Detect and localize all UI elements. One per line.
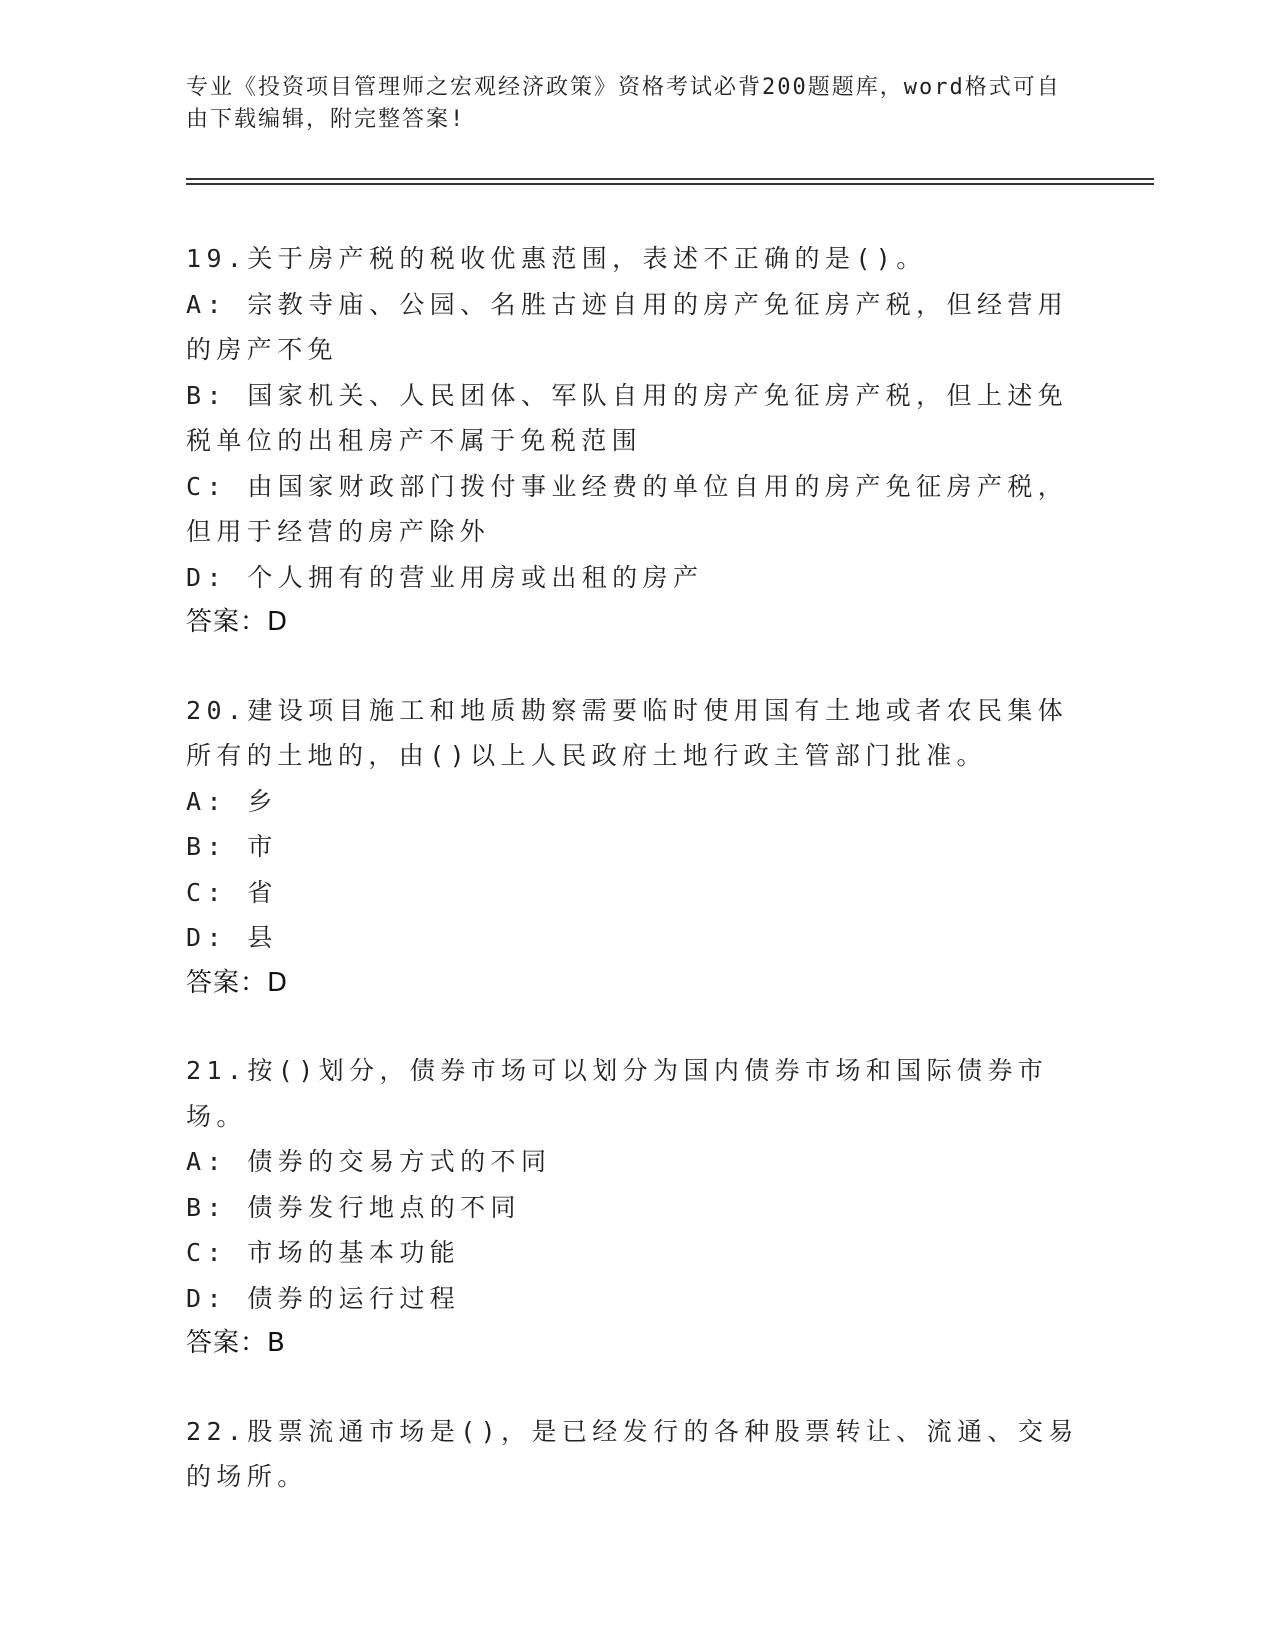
option-b: B: 债券发行地点的不同 (186, 1192, 521, 1222)
option-a: A: 宗教寺庙、公园、名胜古迹自用的房产免征房产税，但经营用的房产不免 (186, 289, 1069, 364)
option-c: C: 由国家财政部门拨付事业经费的单位自用的房产免征房产税，但用于经营的房产除外 (186, 471, 1069, 546)
answer-line: 答案：D (186, 967, 289, 998)
question-19 (186, 236, 1086, 646)
header-divider-bottom (186, 183, 1154, 185)
option-d: D: 个人拥有的营业用房或出租的房产 (186, 562, 704, 592)
question-20 (186, 688, 1086, 1007)
option-b: B: 市 (186, 832, 278, 861)
question-22 (186, 1409, 1086, 1500)
answer-line: 答案：B (186, 1328, 286, 1358)
option-c: C: 省 (186, 877, 278, 907)
option-d: D: 县 (186, 923, 278, 952)
document-header: 专业《投资项目管理师之宏观经济政策》资格考试必背200题题库，word格式可自由下载编辑，附完整答案! (186, 75, 1061, 132)
question-stem: 21.按()划分，债券市场可以划分为国内债券市场和国际债券市场。 (186, 1056, 1049, 1131)
option-c: C: 市场的基本功能 (186, 1238, 461, 1267)
option-b: B: 国家机关、人民团体、军队自用的房产免征房产税，但上述免税单位的出租房产不属于免税范围 (186, 380, 1069, 455)
header-divider-top (186, 178, 1154, 180)
option-d: D: 债券的运行过程 (186, 1283, 461, 1313)
option-a: A: 债券的交易方式的不同 (186, 1147, 552, 1176)
answer-line: 答案：D (186, 607, 289, 637)
question-list (186, 236, 1086, 1542)
option-a: A: 乡 (186, 786, 278, 816)
question-stem: 19.关于房产税的税收优惠范围，表述不正确的是()。 (186, 244, 927, 273)
question-21 (186, 1048, 1086, 1367)
question-stem: 22.股票流通市场是()，是已经发行的各种股票转让、流通、交易的场所。 (186, 1416, 1079, 1491)
question-stem: 20.建设项目施工和地质勘察需要临时使用国有土地或者农民集体所有的土地的，由()以上人民政府土地行政主管部门批准。 (186, 695, 1069, 770)
